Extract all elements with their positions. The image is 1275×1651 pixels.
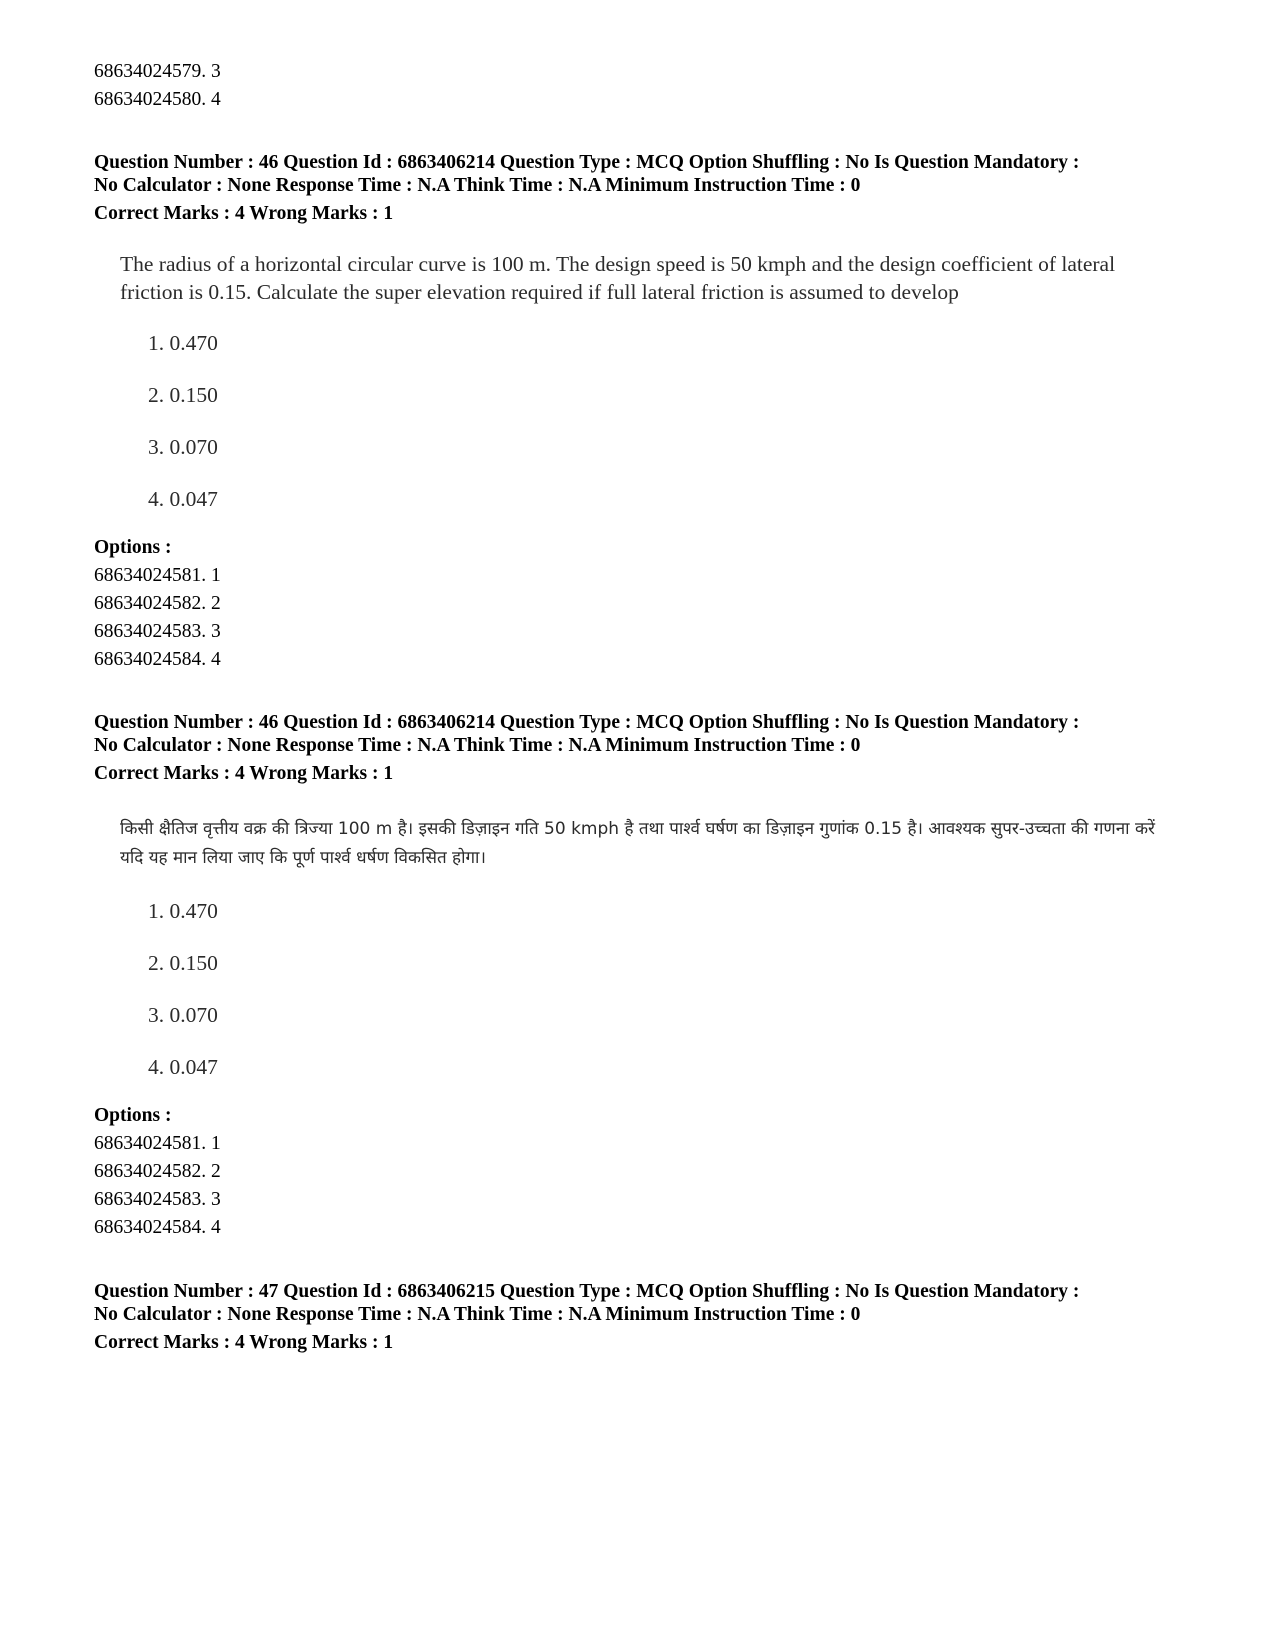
question-header-line1: Question Number : 46 Question Id : 6863406214 Question Type : MCQ Option Shuffling : No Is Question Mandatory : <box>94 152 1080 173</box>
option-line: 68634024582. 2 <box>94 593 221 614</box>
option-line: 68634024579. 3 <box>94 61 221 82</box>
question-header-line2: No Calculator : None Response Time : N.A Think Time : N.A Minimum Instruction Time : 0 <box>94 175 861 196</box>
answer-choice: 3. 0.070 <box>148 1003 218 1027</box>
answer-choice: 4. 0.047 <box>148 487 218 511</box>
question-header-line2: No Calculator : None Response Time : N.A Think Time : N.A Minimum Instruction Time : 0 <box>94 1304 861 1325</box>
option-line: 68634024584. 4 <box>94 1217 221 1238</box>
option-line: 68634024583. 3 <box>94 1189 221 1210</box>
question-header-line2: No Calculator : None Response Time : N.A Think Time : N.A Minimum Instruction Time : 0 <box>94 735 861 756</box>
answer-choice: 3. 0.070 <box>148 435 218 459</box>
answer-choice: 2. 0.150 <box>148 951 218 975</box>
question-marks: Correct Marks : 4 Wrong Marks : 1 <box>94 1332 394 1353</box>
answer-choice: 4. 0.047 <box>148 1055 218 1079</box>
option-line: 68634024583. 3 <box>94 621 221 642</box>
option-line: 68634024581. 1 <box>94 1133 221 1154</box>
question-header-line1: Question Number : 46 Question Id : 6863406214 Question Type : MCQ Option Shuffling : No Is Question Mandatory : <box>94 712 1080 733</box>
option-line: 68634024581. 1 <box>94 565 221 586</box>
question-header-line1: Question Number : 47 Question Id : 6863406215 Question Type : MCQ Option Shuffling : No Is Question Mandatory : <box>94 1281 1080 1302</box>
question-text: The radius of a horizontal circular curve is 100 m. The design speed is 50 kmph and the design coefficient of lateral friction is 0.15. Calculate the super elevation required if full lateral friction is assumed to develop <box>120 252 1116 304</box>
options-label: Options : <box>94 537 172 558</box>
question-marks: Correct Marks : 4 Wrong Marks : 1 <box>94 763 394 784</box>
option-line: 68634024580. 4 <box>94 89 221 110</box>
option-line: 68634024584. 4 <box>94 649 221 670</box>
answer-choice: 2. 0.150 <box>148 383 218 407</box>
question-marks: Correct Marks : 4 Wrong Marks : 1 <box>94 203 394 224</box>
question-text-hindi: किसी क्षैतिज वृत्तीय वक्र की त्रिज्या 100 m है। इसकी डिज़ाइन गति 50 kmph है तथा पार्श्व घर्षण का डिज़ाइन गुणांक 0.15 है। आवश्यक सुपर-उच्चता की गणना करें यदि यह मान लिया जाए कि पूर्ण पार्श्व धर्षण विकसित होगा। <box>120 819 1155 868</box>
option-line: 68634024582. 2 <box>94 1161 221 1182</box>
answer-choice: 1. 0.470 <box>148 331 218 355</box>
answer-choice: 1. 0.470 <box>148 899 218 923</box>
options-label: Options : <box>94 1105 172 1126</box>
